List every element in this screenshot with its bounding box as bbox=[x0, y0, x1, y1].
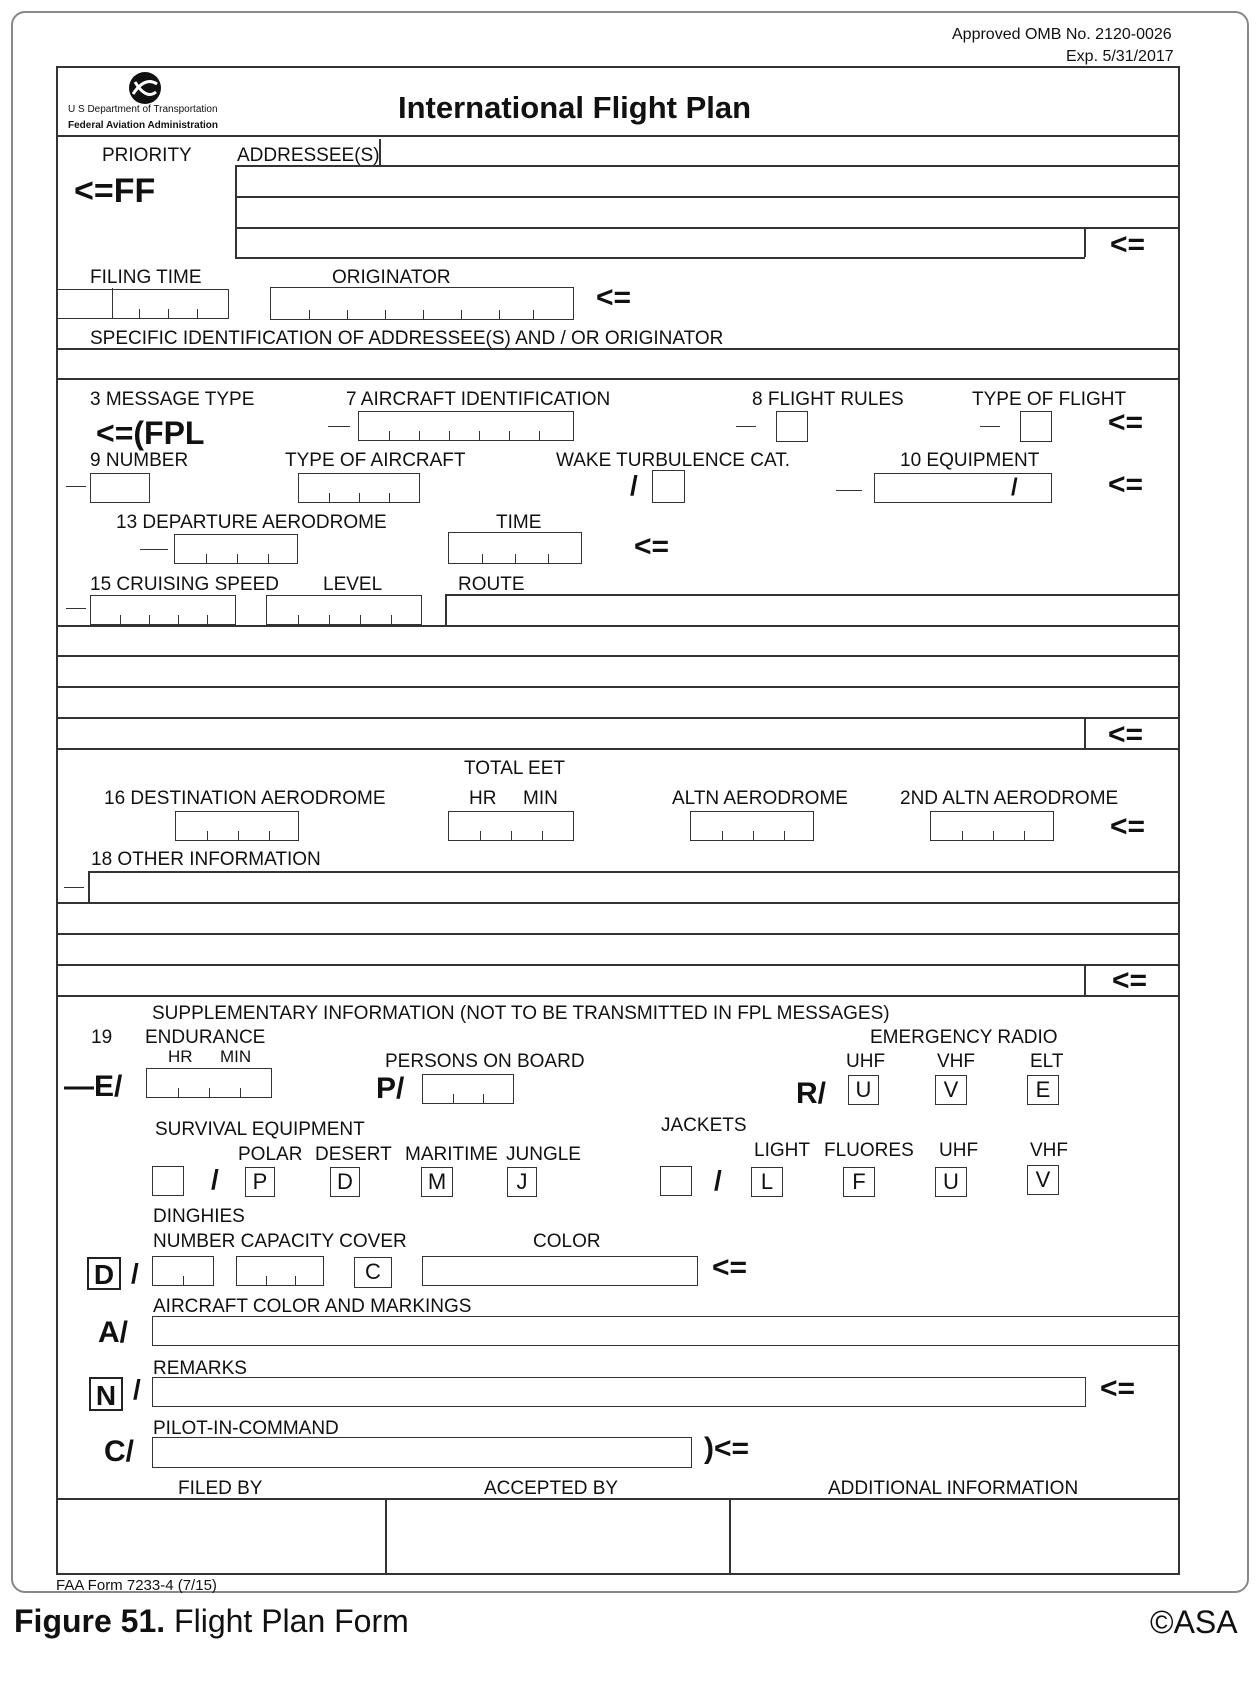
expiration-date: Exp. 5/31/2017 bbox=[1066, 48, 1174, 65]
accepted-by-field[interactable] bbox=[387, 1499, 729, 1574]
agency-name: Federal Aviation Administration bbox=[68, 120, 219, 131]
other-info-line-3[interactable] bbox=[56, 934, 1180, 964]
aircraft-type-field[interactable] bbox=[298, 473, 420, 503]
altn2-label: 2ND ALTN AERODROME bbox=[900, 788, 1119, 809]
originator-label: ORIGINATOR bbox=[332, 267, 451, 288]
remarks-code-box: N bbox=[89, 1377, 123, 1411]
end-arrow: <= bbox=[1108, 718, 1144, 751]
dinghy-cover-box[interactable]: C bbox=[354, 1257, 392, 1288]
radio-vhf-label: VHF bbox=[937, 1051, 975, 1072]
departure-label: 13 DEPARTURE AERODROME bbox=[116, 512, 387, 533]
route-line-5[interactable] bbox=[56, 718, 1084, 747]
filed-by-field[interactable] bbox=[56, 1499, 386, 1574]
specific-id-label: SPECIFIC IDENTIFICATION OF ADDRESSEE(S) AND / OR ORIGINATOR bbox=[90, 328, 724, 349]
aircraft-color-prefix: A/ bbox=[98, 1316, 128, 1349]
emergency-radio-label: EMERGENCY RADIO bbox=[870, 1027, 1058, 1048]
jackets-slash: / bbox=[714, 1165, 722, 1196]
accepted-by-label: ACCEPTED BY bbox=[484, 1478, 619, 1499]
persons-label: PERSONS ON BOARD bbox=[385, 1051, 585, 1072]
addressee-line-1[interactable] bbox=[235, 136, 1180, 165]
end-arrow: <= bbox=[596, 281, 632, 314]
aircraft-id-field[interactable] bbox=[358, 411, 574, 441]
other-info-label: 18 OTHER INFORMATION bbox=[91, 849, 321, 870]
altn-field[interactable] bbox=[690, 811, 814, 841]
wake-turbulence-label: WAKE TURBULENCE CAT. bbox=[556, 450, 791, 471]
cruising-speed-field[interactable] bbox=[90, 595, 236, 625]
number-field[interactable] bbox=[90, 473, 150, 503]
jackets-label: JACKETS bbox=[661, 1115, 747, 1136]
addressee-line-3[interactable] bbox=[235, 197, 1180, 227]
dinghy-number-field[interactable] bbox=[152, 1256, 214, 1286]
eet-hr-label: HR bbox=[469, 788, 497, 809]
equipment-field[interactable] bbox=[874, 473, 1052, 503]
jackets-field[interactable] bbox=[660, 1166, 692, 1196]
total-eet-label: TOTAL EET bbox=[464, 758, 566, 779]
departure-time-label: TIME bbox=[496, 512, 542, 533]
equipment-label: 10 EQUIPMENT bbox=[900, 450, 1040, 471]
end-arrow: <= bbox=[712, 1251, 748, 1284]
type-of-flight-field[interactable] bbox=[1020, 411, 1052, 442]
jacket-vhf-box[interactable]: V bbox=[1027, 1165, 1059, 1195]
additional-info-label: ADDITIONAL INFORMATION bbox=[828, 1478, 1079, 1499]
omb-number: Approved OMB No. 2120-0026 bbox=[952, 26, 1172, 43]
route-label: ROUTE bbox=[458, 574, 525, 595]
survival-jungle-label: JUNGLE bbox=[506, 1144, 581, 1165]
pic-close: )<= bbox=[704, 1432, 750, 1465]
survival-maritime-box[interactable]: M bbox=[421, 1167, 453, 1197]
jacket-uhf-label: UHF bbox=[939, 1140, 979, 1161]
end-arrow: <= bbox=[1112, 964, 1148, 997]
filing-time-field[interactable] bbox=[56, 289, 229, 319]
message-type-value: <=(FPL bbox=[96, 415, 205, 451]
dinghy-code-box: D bbox=[87, 1257, 121, 1290]
radio-elt-label: ELT bbox=[1030, 1051, 1064, 1072]
figure-title: Flight Plan Form bbox=[174, 1603, 409, 1639]
aircraft-type-label: TYPE OF AIRCRAFT bbox=[285, 450, 466, 471]
survival-maritime-label: MARITIME bbox=[405, 1144, 498, 1165]
other-info-line-2[interactable] bbox=[56, 903, 1180, 933]
survival-polar-box[interactable]: P bbox=[245, 1167, 275, 1197]
route-line-1[interactable] bbox=[447, 595, 1180, 625]
pic-label: PILOT-IN-COMMAND bbox=[153, 1418, 339, 1439]
dinghy-color-label: COLOR bbox=[533, 1231, 601, 1252]
remarks-label: REMARKS bbox=[153, 1358, 247, 1379]
aircraft-color-label: AIRCRAFT COLOR AND MARKINGS bbox=[153, 1296, 472, 1317]
figure-number: Figure 51. bbox=[14, 1603, 166, 1639]
endurance-field[interactable] bbox=[146, 1068, 272, 1098]
survival-jungle-box[interactable]: J bbox=[507, 1167, 537, 1197]
survival-field[interactable] bbox=[152, 1166, 184, 1196]
aircraft-color-field[interactable] bbox=[152, 1316, 1180, 1346]
jacket-vhf-label: VHF bbox=[1030, 1140, 1068, 1161]
form-number: FAA Form 7233-4 (7/15) bbox=[56, 1577, 217, 1594]
additional-info-field[interactable] bbox=[731, 1499, 1180, 1574]
departure-time-field[interactable] bbox=[448, 532, 582, 564]
survival-desert-box[interactable]: D bbox=[330, 1167, 360, 1197]
end-arrow: <= bbox=[1100, 1372, 1136, 1405]
message-type-label: 3 MESSAGE TYPE bbox=[90, 389, 255, 410]
form-title: International Flight Plan bbox=[398, 90, 752, 125]
type-of-flight-label: TYPE OF FLIGHT bbox=[972, 389, 1127, 410]
jacket-fluores-box[interactable]: F bbox=[843, 1167, 875, 1197]
supplementary-label: SUPPLEMENTARY INFORMATION (NOT TO BE TRANSMITTED IN FPL MESSAGES) bbox=[152, 1003, 890, 1024]
filed-by-label: FILED BY bbox=[178, 1478, 263, 1499]
item19-number: 19 bbox=[91, 1027, 113, 1048]
wake-slash: / bbox=[630, 470, 638, 501]
figure-caption bbox=[14, 1605, 409, 1637]
persons-prefix: P/ bbox=[376, 1072, 405, 1105]
remarks-slash: / bbox=[133, 1374, 141, 1405]
equipment-slash: / bbox=[1011, 474, 1018, 501]
dot-logo-icon bbox=[126, 70, 164, 106]
wake-turbulence-field[interactable] bbox=[652, 470, 685, 503]
end-arrow: <= bbox=[634, 530, 670, 563]
other-info-line-4[interactable] bbox=[56, 965, 1084, 994]
jacket-fluores-label: FLUORES bbox=[824, 1140, 914, 1161]
dinghy-slash: / bbox=[131, 1258, 139, 1289]
jacket-light-label: LIGHT bbox=[754, 1140, 810, 1161]
destination-field[interactable] bbox=[175, 811, 299, 841]
eet-min-label: MIN bbox=[523, 788, 558, 809]
jacket-uhf-box[interactable]: U bbox=[935, 1167, 967, 1197]
endurance-hr-label: HR bbox=[168, 1047, 193, 1066]
priority-label: PRIORITY bbox=[102, 145, 192, 166]
specific-id-field[interactable] bbox=[56, 349, 1180, 378]
number-label: 9 NUMBER bbox=[90, 450, 189, 471]
end-arrow: <= bbox=[1110, 810, 1146, 843]
endurance-prefix: —E/ bbox=[64, 1070, 123, 1103]
originator-field[interactable] bbox=[270, 287, 574, 320]
flight-rules-field[interactable] bbox=[776, 411, 808, 442]
radio-elt-box[interactable]: E bbox=[1027, 1075, 1059, 1105]
filing-time-label: FILING TIME bbox=[90, 267, 202, 288]
total-eet-field[interactable] bbox=[448, 811, 574, 841]
aircraft-id-label: 7 AIRCRAFT IDENTIFICATION bbox=[346, 389, 611, 410]
dinghy-columns-label: NUMBER CAPACITY COVER bbox=[153, 1231, 407, 1252]
flight-rules-label: 8 FLIGHT RULES bbox=[752, 389, 904, 410]
departure-field[interactable] bbox=[174, 534, 298, 564]
cruising-speed-label: 15 CRUISING SPEED bbox=[90, 574, 279, 595]
addressees-label: ADDRESSEE(S) bbox=[237, 145, 380, 166]
radio-vhf-box[interactable]: V bbox=[935, 1075, 967, 1105]
route-line-4[interactable] bbox=[56, 687, 1180, 716]
persons-field[interactable] bbox=[422, 1074, 514, 1104]
survival-polar-label: POLAR bbox=[238, 1144, 303, 1165]
end-arrow: <= bbox=[1108, 406, 1144, 439]
end-arrow: <= bbox=[1110, 228, 1146, 261]
other-info-line-1[interactable] bbox=[90, 872, 1180, 902]
addressee-line-4[interactable] bbox=[235, 227, 1085, 257]
radio-uhf-label: UHF bbox=[846, 1051, 886, 1072]
survival-label: SURVIVAL EQUIPMENT bbox=[155, 1119, 365, 1140]
survival-desert-label: DESERT bbox=[315, 1144, 392, 1165]
level-field[interactable] bbox=[266, 595, 422, 625]
end-arrow: <= bbox=[1108, 468, 1144, 501]
dinghy-color-field[interactable] bbox=[422, 1256, 698, 1286]
dept-name: U S Department of Transportation bbox=[68, 104, 218, 115]
pic-field[interactable] bbox=[152, 1437, 692, 1468]
copyright: ©ASA bbox=[1150, 1604, 1238, 1640]
level-label: LEVEL bbox=[323, 574, 383, 595]
route-line-3[interactable] bbox=[56, 656, 1180, 685]
remarks-field[interactable] bbox=[152, 1377, 1086, 1407]
endurance-label: ENDURANCE bbox=[145, 1027, 266, 1048]
pic-prefix: C/ bbox=[104, 1435, 134, 1468]
endurance-min-label: MIN bbox=[220, 1047, 252, 1066]
route-line-2[interactable] bbox=[56, 626, 1180, 655]
jacket-light-box[interactable]: L bbox=[751, 1167, 783, 1197]
destination-label: 16 DESTINATION AERODROME bbox=[104, 788, 386, 809]
radio-uhf-box[interactable]: U bbox=[848, 1075, 879, 1105]
dinghies-label: DINGHIES bbox=[153, 1206, 245, 1227]
priority-value: <=FF bbox=[74, 172, 156, 210]
dinghy-capacity-field[interactable] bbox=[236, 1256, 324, 1286]
altn2-field[interactable] bbox=[930, 811, 1054, 841]
survival-slash: / bbox=[211, 1164, 219, 1195]
addressee-line-2[interactable] bbox=[235, 166, 1180, 196]
radio-prefix: R/ bbox=[796, 1077, 826, 1110]
altn-label: ALTN AERODROME bbox=[672, 788, 848, 809]
